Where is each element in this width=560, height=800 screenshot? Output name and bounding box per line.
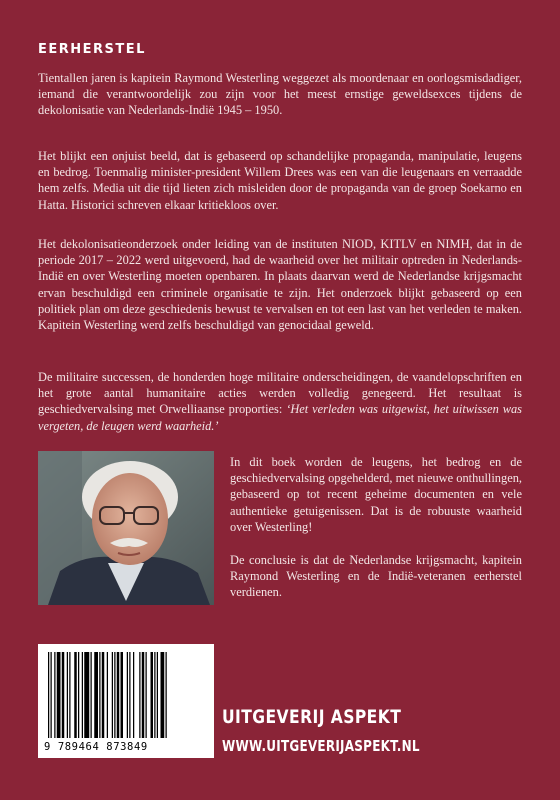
isbn-barcode <box>38 644 214 758</box>
orwell-quote: ‘Het verleden was uitgewist, het uitwissen was vergeten, de leugen werd waarheid.’ <box>38 402 522 433</box>
paragraph-conclusion: De conclusie is dat de Nederlandse krijgsmacht, kapitein Raymond Westerling en de Indië-veteranen eerherstel verdienen. <box>230 553 522 600</box>
publisher-website: WWW.UITGEVERIJASPEKT.NL <box>222 737 420 755</box>
paragraph-propaganda: Het blijkt een onjuist beeld, dat is gebaseerd op schandelijke propaganda, manipulatie, leugens en bedrog. Toenmalig minister-president Willem Drees was een van die leugenaars en verraadde hem zelfs. Media uit die tijd lieten zich misleiden door de propaganda van de groep Soekarno en Hatta. Historici schreven elkaar kritiekloos over. <box>38 149 522 212</box>
paragraph-successes <box>38 369 522 434</box>
paragraph-intro: Tientallen jaren is kapitein Raymond Westerling weggezet als moordenaar en oorlogsmisdadiger, iemand die verantwoordelijk zou zijn voor het meest ernstige geweldsexces tijdens de dekolonisatie van Nederlands-Indië 1945 – 1950. <box>38 71 522 118</box>
paragraph-book-content: In dit boek worden de leugens, het bedrog en de geschiedvervalsing opgehelderd, met nieuwe onthullingen, gebaseerd op tot recent geheime documenten en vele authentieke getuigenissen. Dat is de robuuste waarheid over Westerling! <box>230 455 522 534</box>
paragraph-research: Het dekolonisatieonderzoek onder leiding van de instituten NIOD, KITLV en NIMH, dat in de periode 2017 – 2022 werd uitgevoerd, had de waarheid over het militair optreden in Nederlands-Indië en over Westerling moeten openbaren. In plaats daarvan werd de Nederlandse krijgsmacht ervan beschuldigd een criminele organisatie te zijn. Het onderzoek blijkt gebaseerd op een politiek plan om deze geschiedenis bewust te vervalsen en tot een last van het verleden te maken. Kapitein Westerling werd zelfs beschuldigd van genocidaal geweld. <box>38 237 522 333</box>
isbn-number: 9 789464 873849 <box>44 741 148 753</box>
author-photo <box>38 451 214 605</box>
cover-title: EERHERSTEL <box>38 42 146 57</box>
publisher-name: UITGEVERIJ ASPEKT <box>222 706 402 728</box>
barcode-bars <box>46 652 206 740</box>
paragraph-successes-text: De militaire successen, de honderden hoge militaire onderscheidingen, de vaandelopschriften en het grote aantal humanitaire acties werden volledig genegeerd. Het resultaat is geschiedvervalsing met Orwelliaanse proporties: <box>38 370 522 417</box>
